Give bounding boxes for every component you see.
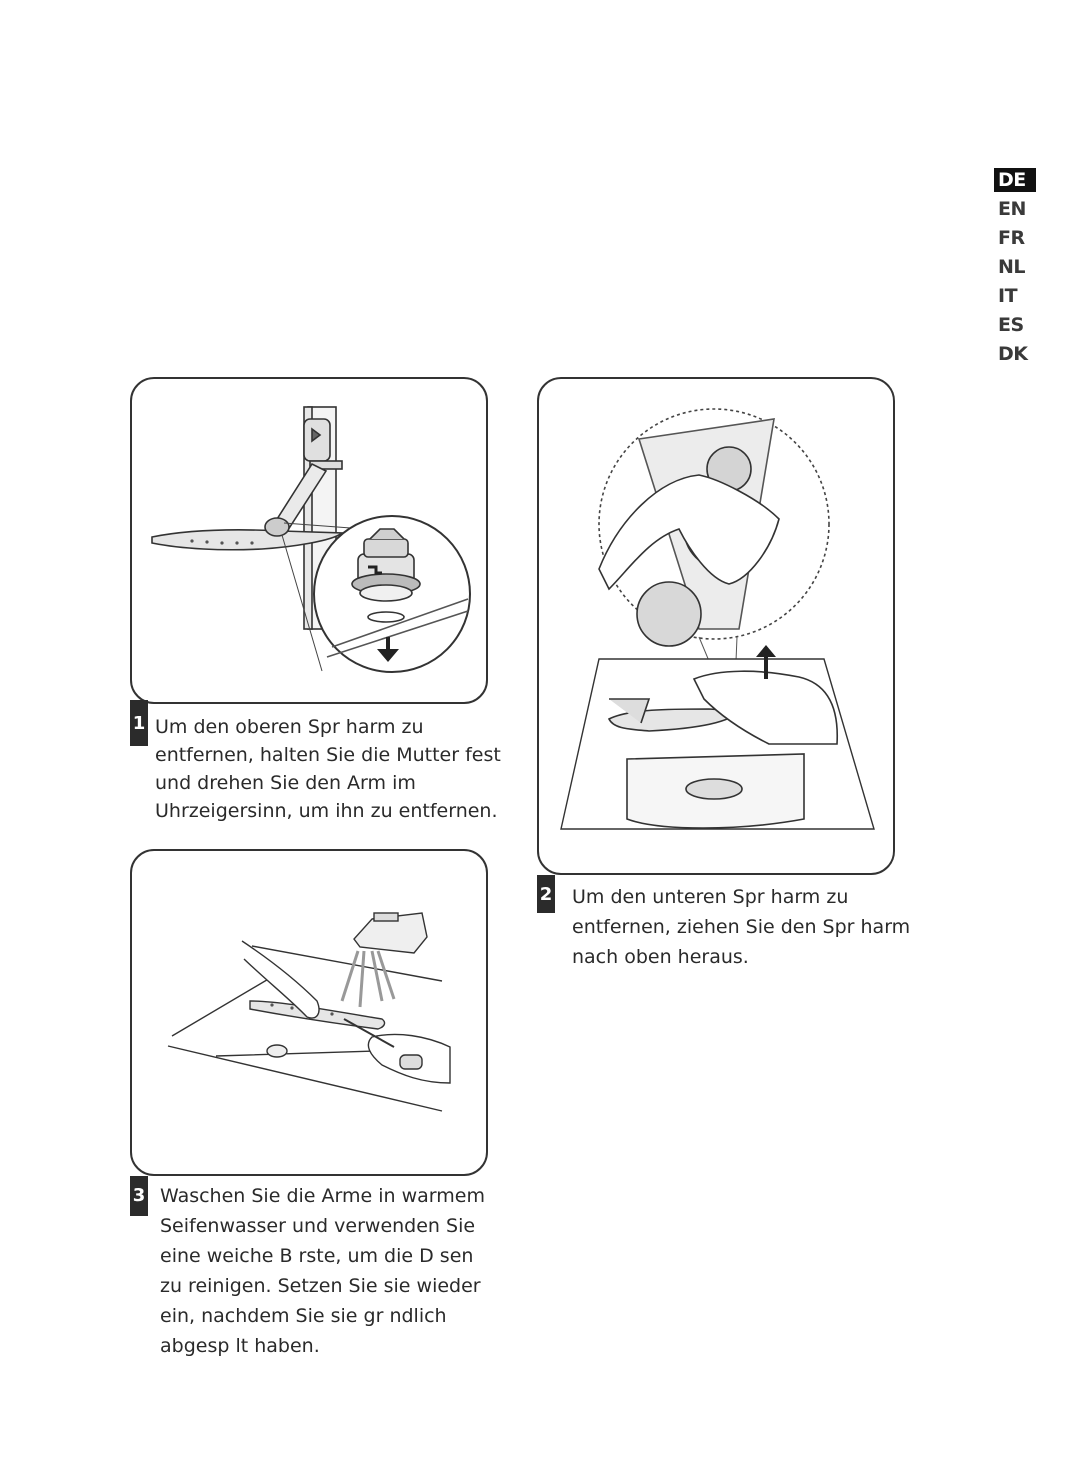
step-3-line: abgesp lt haben. [160, 1335, 320, 1357]
step-1-line: und drehen Sie den Arm im [155, 772, 416, 794]
step-3-line: ein, nachdem Sie sie gr ndlich [160, 1305, 447, 1327]
step-3-line: Seifenwasser und verwenden Sie [160, 1215, 476, 1237]
illustration-lower-spray-arm [537, 377, 895, 875]
step-2-line: nach oben heraus. [572, 946, 749, 968]
lower-spray-arm-drawing [539, 379, 895, 875]
step-2-number: 2 [539, 884, 553, 905]
lang-es[interactable]: ES [998, 314, 1024, 336]
lang-en[interactable]: EN [998, 198, 1026, 220]
wash-arms-drawing [132, 851, 488, 1176]
lang-fr[interactable]: FR [998, 227, 1025, 249]
step-1-number: 1 [132, 713, 146, 734]
lang-nl[interactable]: NL [998, 256, 1026, 278]
step-3-line: eine weiche B rste, um die D sen [160, 1245, 474, 1267]
step-1-line: entfernen, halten Sie die Mutter fest [155, 744, 501, 766]
illustration-wash-arms [130, 849, 488, 1176]
step-1-caption [155, 713, 501, 825]
step-2-caption [572, 882, 910, 972]
step-3-number: 3 [132, 1185, 146, 1206]
lang-it[interactable]: IT [998, 285, 1018, 307]
step-1-line: Um den oberen Spr harm zu [155, 716, 424, 738]
step-1-line: Uhrzeigersinn, um ihn zu entfernen. [155, 800, 498, 822]
lang-dk[interactable]: DK [998, 343, 1028, 365]
step-3-caption [160, 1181, 485, 1361]
upper-spray-arm-drawing [132, 379, 488, 704]
language-nav [994, 168, 1038, 371]
illustration-upper-spray-arm [130, 377, 488, 704]
step-2-line: entfernen, ziehen Sie den Spr harm [572, 916, 911, 938]
step-2-line: Um den unteren Spr harm zu [572, 886, 849, 908]
step-3-line: zu reinigen. Setzen Sie sie wieder [160, 1275, 481, 1297]
lang-de[interactable]: DE [994, 168, 1036, 192]
step-3-line: Waschen Sie die Arme in warmem [160, 1185, 485, 1207]
